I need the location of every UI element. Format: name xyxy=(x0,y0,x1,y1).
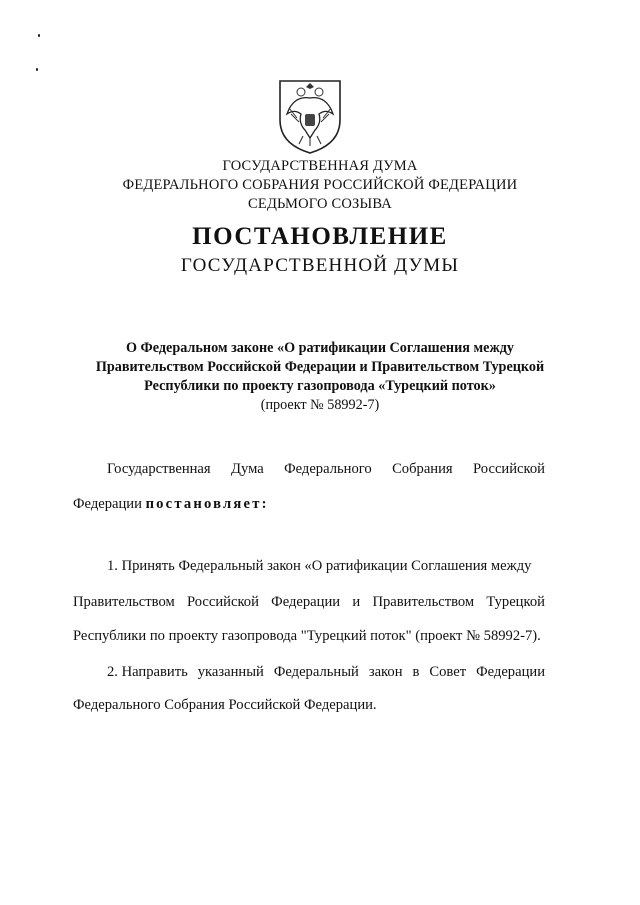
org-name-line1: ГОСУДАРСТВЕННАЯ ДУМА xyxy=(222,158,418,174)
preamble-word: Дума xyxy=(231,461,264,477)
coat-of-arms-icon xyxy=(277,78,343,156)
item2-word: Совет xyxy=(429,664,467,680)
preamble-line1 xyxy=(107,461,545,478)
item2-line1 xyxy=(107,664,545,681)
item1-word: Российской xyxy=(186,594,259,610)
preamble-word: Российской xyxy=(473,461,545,477)
preamble-federation: Федерации xyxy=(73,496,142,512)
document-issuer: ГОСУДАРСТВЕННОЙ ДУМЫ xyxy=(180,255,460,276)
scan-speck xyxy=(38,34,40,37)
subject-line3: Республики по проекту газопровода «Турецкий поток» xyxy=(144,378,496,394)
item1-line3: Республики по проекту газопровода "Турецкий поток" (проект № 58992-7). xyxy=(73,628,541,644)
item1-word: Правительством xyxy=(73,594,175,610)
subject-line1: О Федеральном законе «О ратификации Соглашения между xyxy=(125,340,515,356)
subject-line2: Правительством Российской Федерации и Правительством Турецкой xyxy=(95,359,545,375)
item2-word: 2. Направить xyxy=(107,664,188,680)
item2-word: Федерации xyxy=(476,664,545,680)
decrees-word: постановляет: xyxy=(145,496,269,512)
item2-word: в xyxy=(412,664,420,680)
item1-word: Правительством xyxy=(372,594,475,610)
scan-speck xyxy=(36,68,38,71)
item1-line2 xyxy=(73,594,545,611)
item1-word: Федерации xyxy=(271,594,341,610)
preamble-word: Федерального xyxy=(284,461,372,477)
item1-line1: 1. Принять Федеральный закон «О ратификации Соглашения между xyxy=(107,558,532,574)
item2-word: закон xyxy=(368,664,403,680)
item1-word: Турецкой xyxy=(486,594,545,610)
preamble-line2 xyxy=(73,496,545,513)
item2-word: Федеральный xyxy=(273,664,359,680)
org-name-line2: ФЕДЕРАЛЬНОГО СОБРАНИЯ РОССИЙСКОЙ ФЕДЕРАЦИИ xyxy=(122,177,518,193)
item2-word: указанный xyxy=(197,664,264,680)
preamble-word: Собрания xyxy=(392,461,453,477)
draft-number: (проект № 58992-7) xyxy=(260,397,380,413)
document-type: ПОСТАНОВЛЕНИЕ xyxy=(192,223,448,250)
item2-line2: Федерального Собрания Российской Федерации. xyxy=(73,697,377,713)
item1-word: и xyxy=(352,594,361,610)
preamble-word: Государственная xyxy=(107,461,211,477)
convocation: СЕДЬМОГО СОЗЫВА xyxy=(248,196,392,212)
